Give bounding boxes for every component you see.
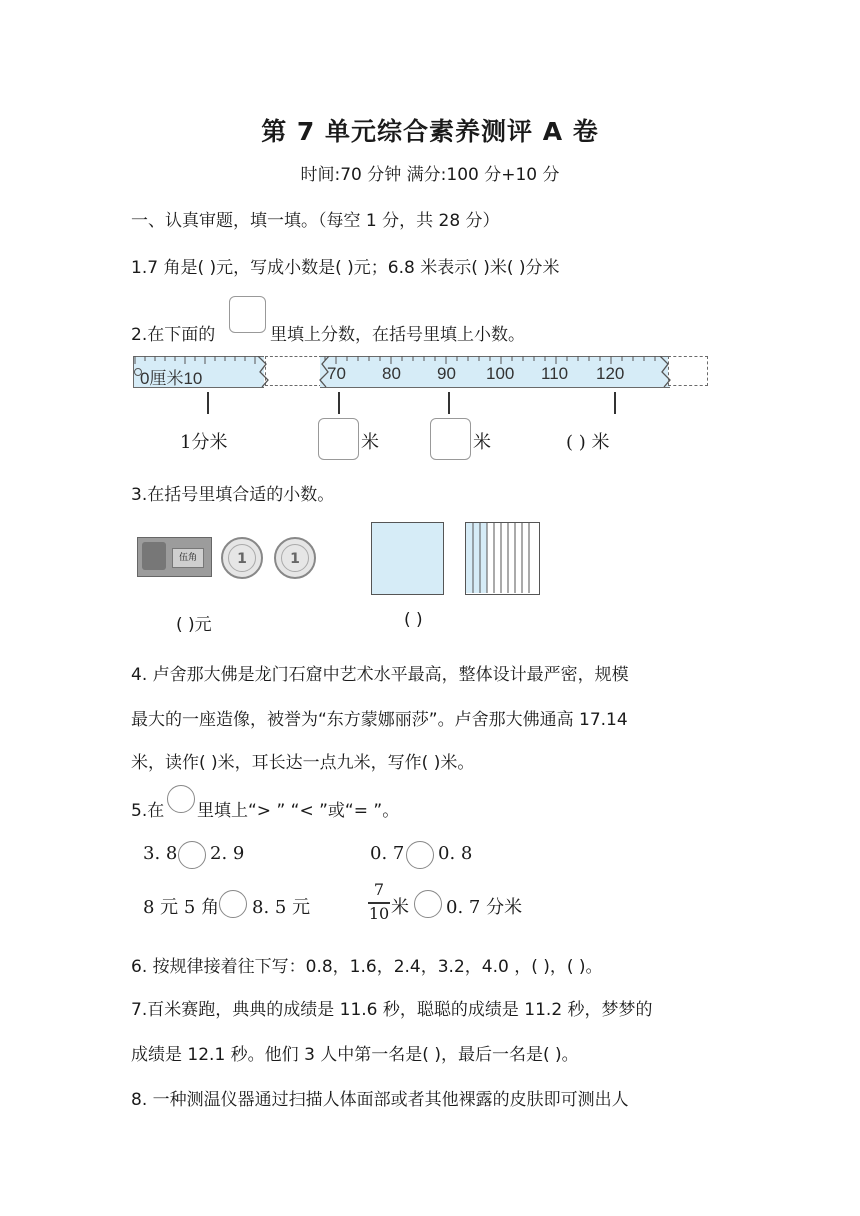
coin-label: 1 <box>228 544 256 572</box>
banknote-label: 伍角 <box>172 548 204 568</box>
decimal-answer-blank[interactable]: ( ) 米 <box>566 432 610 453</box>
unit-label: 米 <box>361 432 379 453</box>
pointer-line <box>338 392 340 414</box>
compare-right: 0. 7 分米 <box>446 897 523 918</box>
question-4-line-2: 最大的一座造像，被誉为“东方蒙娜丽莎”。卢舍那大佛通高 17.14 <box>131 710 628 730</box>
fraction-unit: 米 <box>391 897 409 918</box>
circle-example <box>167 785 195 813</box>
question-3: 3.在括号里填合适的小数。 <box>131 485 335 505</box>
question-4-line-3: 米，读作( )米，耳长达一点九米，写作( )米。 <box>131 753 475 773</box>
fraction-answer-box[interactable] <box>430 418 471 460</box>
shaded-square <box>371 522 444 595</box>
striped-square <box>465 522 540 595</box>
compare-circle[interactable] <box>414 890 442 918</box>
ruler-tick-100: 100 <box>486 364 515 383</box>
question-1: 1.7 角是( )元，写成小数是( )元；6.8 米表示( )米( )分米 <box>131 258 560 278</box>
compare-left: 8 元 5 角 <box>143 897 220 918</box>
ruler-tick-90: 90 <box>437 364 456 383</box>
compare-circle[interactable] <box>178 841 206 869</box>
page-title: 第 7 单元综合素养测评 A 卷 <box>261 117 599 146</box>
compare-right: 8. 5 元 <box>252 897 311 918</box>
fraction-denominator: 10 <box>368 904 390 923</box>
ruler-answer-1: 1分米 <box>180 432 228 453</box>
compare-right: 0. 8 <box>438 843 473 864</box>
question-5-suffix: 里填上“> ” “< ”或“= ”。 <box>197 801 400 821</box>
question-6: 6. 按规律接着往下写：0.8，1.6，2.4，3.2，4.0 ，( )，( )。 <box>131 957 603 977</box>
coin-image <box>221 537 263 579</box>
question-4-line-1: 4. 卢舍那大佛是龙门石窟中艺术水平最高，整体设计最严密，规模 <box>131 665 629 685</box>
banknote-image <box>137 537 212 577</box>
pointer-line <box>614 392 616 414</box>
section-heading: 一、认真审题，填一填。（每空 1 分，共 28 分） <box>131 211 500 231</box>
question-2-prefix: 2.在下面的 <box>131 325 216 345</box>
compare-left: 3. 8 <box>143 843 178 864</box>
fraction-answer-box[interactable] <box>318 418 359 460</box>
answer-box-example <box>229 296 266 333</box>
coin-image <box>274 537 316 579</box>
question-8: 8. 一种测温仪器通过扫描人体面部或者其他裸露的皮肤即可测出人 <box>131 1090 629 1110</box>
exam-info: 时间:70 分钟 满分:100 分+10 分 <box>300 165 560 185</box>
coin-label: 1 <box>281 544 309 572</box>
ruler-tick-70: 70 <box>327 364 346 383</box>
pointer-line <box>448 392 450 414</box>
ruler-tick-110: 110 <box>541 364 569 383</box>
question-7-line-1: 7.百米赛跑，典典的成绩是 11.6 秒，聪聪的成绩是 11.2 秒，梦梦的 <box>131 1000 653 1020</box>
answer-blank-decimal[interactable]: ( ) <box>404 610 423 630</box>
ruler-tick-80: 80 <box>382 364 401 383</box>
compare-right: 2. 9 <box>210 843 245 864</box>
unit-label: 米 <box>473 432 491 453</box>
question-2-suffix: 里填上分数，在括号里填上小数。 <box>270 325 525 345</box>
pointer-line <box>207 392 209 414</box>
compare-circle[interactable] <box>406 841 434 869</box>
question-5-prefix: 5.在 <box>131 801 165 821</box>
ruler-tick-120: 120 <box>596 364 625 383</box>
ruler-left-label: 0厘米10 <box>140 369 203 388</box>
answer-blank-yuan[interactable]: ( )元 <box>176 615 212 635</box>
question-7-line-2: 成绩是 12.1 秒。他们 3 人中第一名是( )，最后一名是( )。 <box>131 1045 579 1065</box>
compare-circle[interactable] <box>219 890 247 918</box>
compare-left: 0. 7 <box>370 843 405 864</box>
fraction-numerator: 7 <box>373 880 385 899</box>
